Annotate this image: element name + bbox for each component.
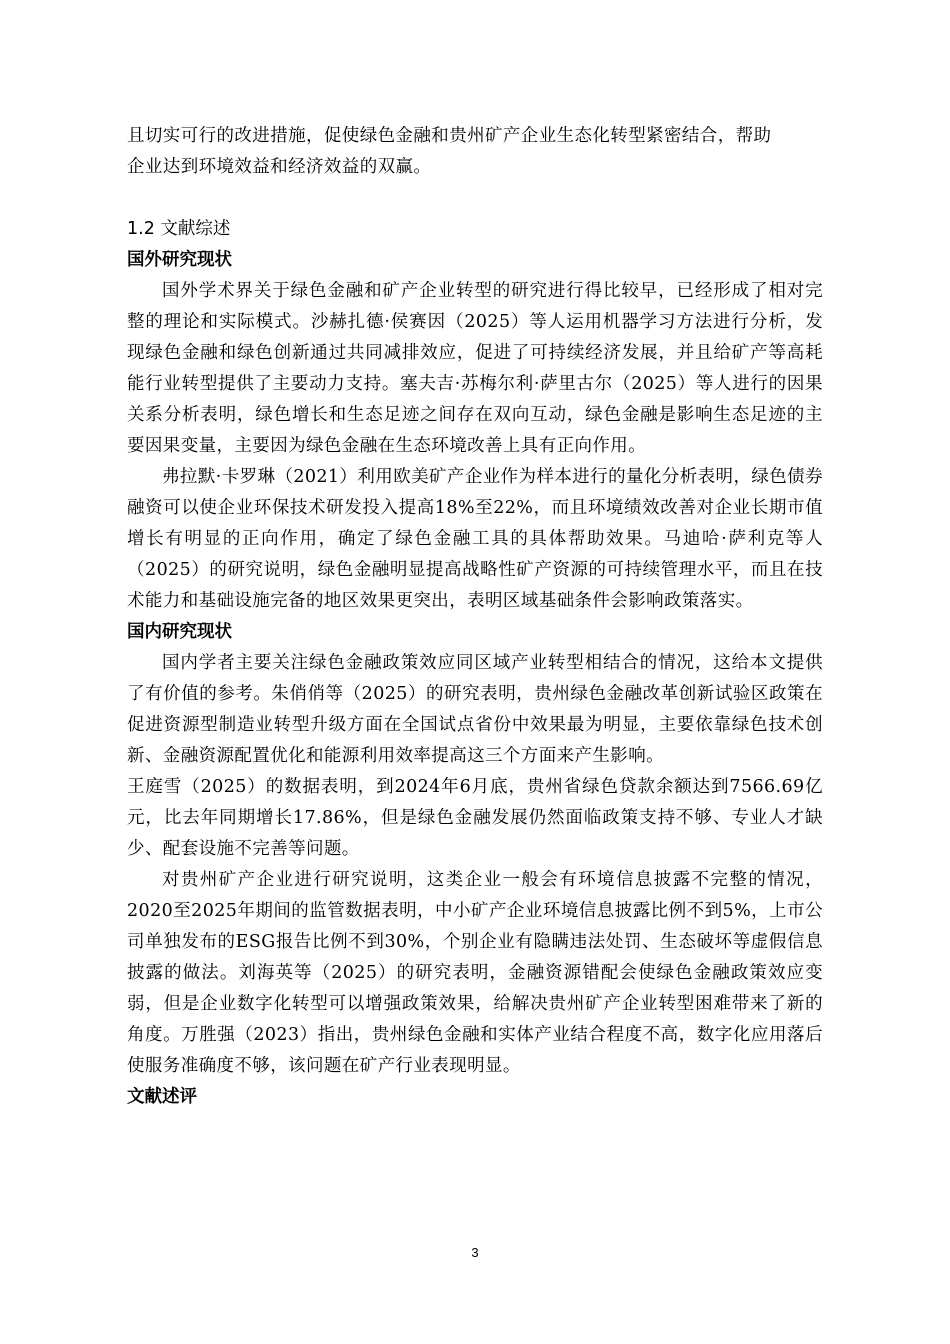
heading-literature-review: 文献述评 [127, 1087, 197, 1107]
blank-spacer [127, 183, 823, 214]
paragraph-foreign-2: 弗拉默·卡罗琳（2021）利用欧美矿产企业作为样本进行的量化分析表明，绿色债券融资可以使企业环保技术研发投入提高18%至22%，而且环境绩效改善对企业长期市值增长有明显的正向作用，确定了绿色金融工具的具体帮助效果。马迪哈·萨利克等人（2025）的研究说明，绿色金融明显提高战略性矿产资源的可持续管理水平，而且在技术能力和基础设施完备的地区效果更突出，表明区域基础条件会影响政策落实。 [127, 467, 823, 611]
paragraph-foreign-1: 国外学术界关于绿色金融和矿产企业转型的研究进行得比较早，已经形成了相对完整的理论和实际模式。沙赫扎德·侯赛因（2025）等人运用机器学习方法进行分析，发现绿色金融和绿色创新通过共同减排效应，促进了可持续经济发展，并且给矿产等高耗能行业转型提供了主要动力支持。塞夫吉·苏梅尔利·萨里古尔（2025）等人进行的因果关系分析表明，绿色增长和生态足迹之间存在双向互动，绿色金融是影响生态足迹的主要因果变量，主要因为绿色金融在生态环境改善上具有正向作用。 [127, 281, 823, 456]
heading-foreign-research: 国外研究现状 [127, 250, 232, 270]
intro-line-1: 且切实可行的改进措施，促使绿色金融和贵州矿产企业生态化转型紧密结合，帮助 [127, 126, 772, 146]
intro-line-2: 企业达到环境效益和经济效益的双赢。 [127, 157, 432, 177]
section-title: 1.2 文献综述 [127, 219, 231, 239]
heading-domestic-research: 国内研究现状 [127, 622, 232, 642]
paragraph-domestic-2: 王庭雪（2025）的数据表明，到2024年6月底，贵州省绿色贷款余额达到7566.69亿元，比去年同期增长17.86%，但是绿色金融发展仍然面临政策支持不够、专业人才缺少、配套设施不完善等问题。 [127, 777, 823, 859]
paragraph-domestic-1: 国内学者主要关注绿色金融政策效应同区域产业转型相结合的情况，这给本文提供了有价值的参考。朱俏俏等（2025）的研究表明，贵州绿色金融改革创新试验区政策在促进资源型制造业转型升级方面在全国试点省份中效果最为明显，主要依靠绿色技术创新、金融资源配置优化和能源利用效率提高这三个方面来产生影响。 [127, 653, 823, 766]
document-page [127, 121, 823, 1113]
paragraph-domestic-3: 对贵州矿产企业进行研究说明，这类企业一般会有环境信息披露不完整的情况，2020至2025年期间的监管数据表明，中小矿产企业环境信息披露比例不到5%，上市公司单独发布的ESG报告比例不到30%，个别企业有隐瞒违法处罚、生态破坏等虚假信息披露的做法。刘海英等（2025）的研究表明，金融资源错配会使绿色金融政策效应变弱，但是企业数字化转型可以增强政策效果，给解决贵州矿产企业转型困难带来了新的角度。万胜强（2023）指出，贵州绿色金融和实体产业结合程度不高，数字化应用落后使服务准确度不够，该问题在矿产行业表现明显。 [127, 870, 823, 1076]
page-number: 3 [471, 1245, 479, 1260]
